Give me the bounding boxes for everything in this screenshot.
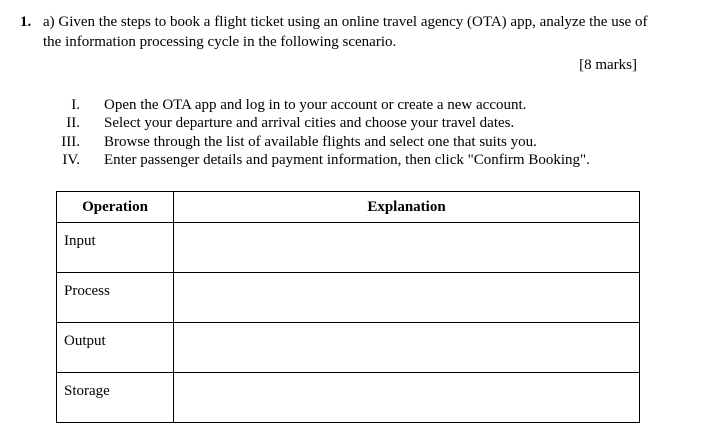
step-number: II. bbox=[66, 115, 80, 132]
step-text: Browse through the list of available flights and select one that suits you. bbox=[104, 133, 537, 150]
step-number: IV. bbox=[62, 151, 80, 168]
header-explanation: Explanation bbox=[174, 192, 640, 223]
explanation-cell[interactable] bbox=[174, 373, 640, 423]
table-header-row bbox=[57, 192, 640, 223]
marks-label: [8 marks] bbox=[579, 57, 637, 73]
header-operation: Operation bbox=[57, 192, 174, 223]
table-row bbox=[57, 223, 640, 273]
operation-cell bbox=[57, 273, 174, 323]
step-text: Open the OTA app and log in to your account or create a new account. bbox=[104, 97, 527, 113]
operation-cell bbox=[57, 323, 174, 373]
answer-table bbox=[56, 191, 640, 423]
step-number: I. bbox=[71, 97, 80, 113]
operation-label: Output bbox=[64, 333, 106, 349]
explanation-cell[interactable] bbox=[174, 273, 640, 323]
explanation-cell[interactable] bbox=[174, 223, 640, 273]
operation-label: Storage bbox=[64, 383, 110, 399]
step-text: Select your departure and arrival cities and choose your travel dates. bbox=[104, 115, 515, 132]
step-text: Enter passenger details and payment information, then click "Confirm Booking". bbox=[104, 151, 590, 168]
operation-label: Input bbox=[64, 233, 96, 249]
question-number: 1. bbox=[20, 14, 32, 30]
operation-cell bbox=[57, 373, 174, 423]
question-text: a) Given the steps to book a flight ticket using an online travel agency (OTA) app, analyze the use of the information processing cycle in the following scenario. bbox=[43, 14, 648, 50]
explanation-cell[interactable] bbox=[174, 323, 640, 373]
table-row bbox=[57, 323, 640, 373]
operation-label: Process bbox=[64, 283, 110, 299]
step-number: III. bbox=[61, 133, 80, 150]
operation-cell bbox=[57, 223, 174, 273]
table-row bbox=[57, 373, 640, 423]
table-row bbox=[57, 273, 640, 323]
